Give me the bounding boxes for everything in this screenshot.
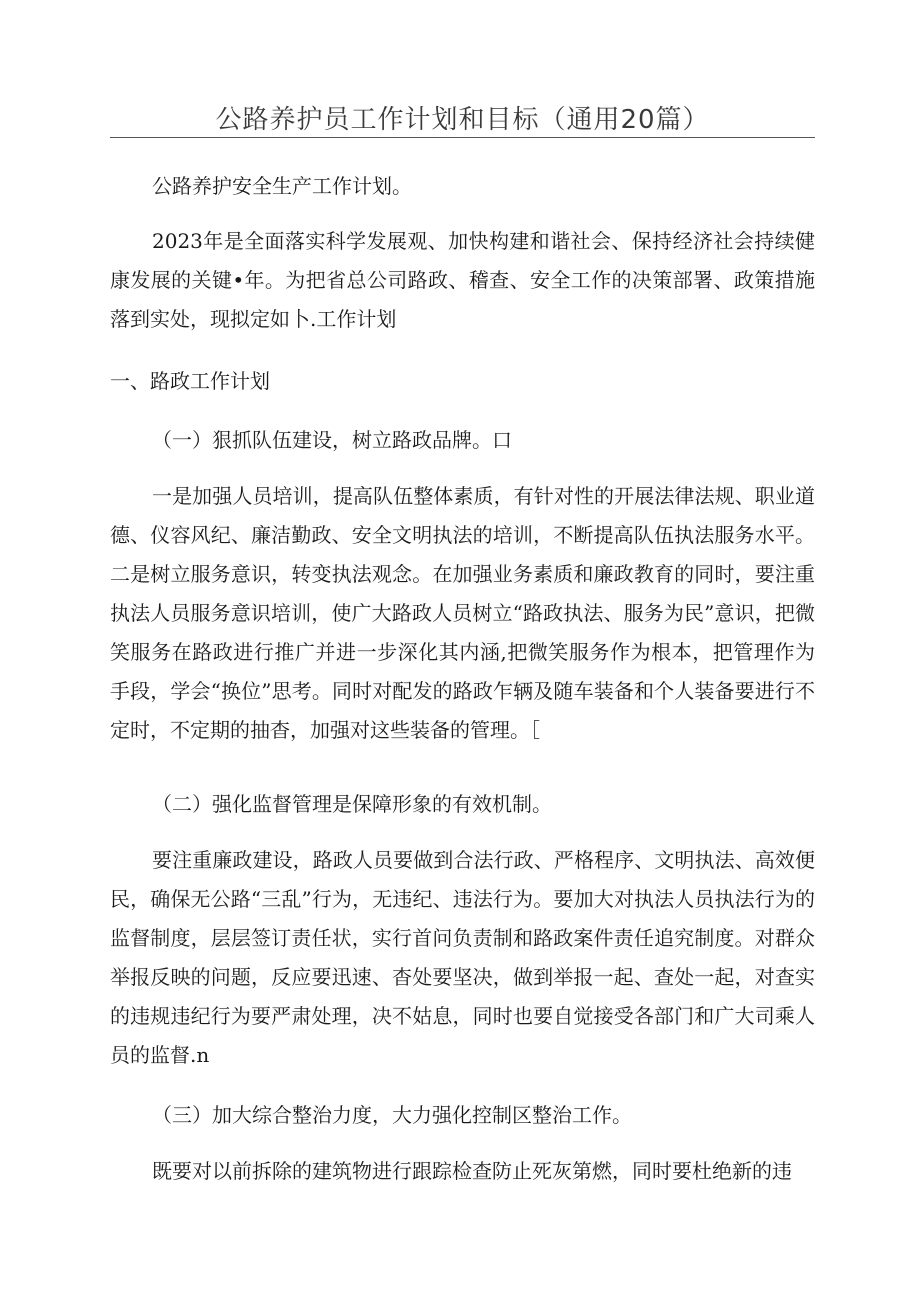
section-heading-1-text: 一、路政工作计划 [110,369,270,393]
paragraph-year [110,222,815,339]
paragraph-3-text: 既要对以前拆除的建筑物进行跟踪检查防止死灰第燃，同时要杜绝新的违 [152,1159,792,1183]
paragraph-1-text: 一是加强人员培训，提高队伍整体素质，有针对性的开展法律法规、职业道德、仪容风纪、廉洁勤政、安全文明执法的培训，不断提高队伍执法服务水平。二是树立服务意识，转变执法观念。在加强业务素质和廉政教育的同时，要注重执法人员服务意识培训，使广大路政人员树立“路政执法、服务为民”意识，把微笑服务在路政进行推广并进一步深化其内涵,把微笑服务作为根本，把管理作为手段，学会“换位”思考。同时对配发的路政乍辆及随车装备和个人装备要进行不定时，不定期的抽杳，加强对这些装备的管理。［ [110,484,815,742]
subheading-1 [110,421,815,460]
subheading-2 [110,785,815,824]
subheading-3-text: （三）加大综合整治力度，大力强化控制区整治工作。 [152,1103,632,1127]
intro-line [110,167,815,206]
title-underline [110,137,815,138]
document-title: 公路养护员工作计划和目标（通用20篇） [215,105,710,135]
section-heading-1 [110,362,815,401]
subheading-3 [110,1096,815,1135]
subheading-1-text: （一）狠抓队伍建设，树立路政品牌。口 [152,428,512,452]
subheading-2-text: （二）强化监督管理是保障形象的有效机制。 [152,792,552,816]
paragraph-3 [110,1152,815,1191]
paragraph-1 [110,477,815,750]
intro-text: 公路养护安全生产工作计划。 [152,174,412,198]
paragraph-2-text: 要注重廉政建设，路政人员要做到合法行政、严格程序、文明执法、高效便民，确保无公路“三乱”行为，无违纪、违法行为。要加大对执法人员执法行为的监督制度，层层签订责任状，实行首问负责制和路政案件责任追究制度。对群众举报反映的问题，反应要迅速、杳处要坚决，做到举报一起、查处一起，对查实的违规违纪行为要严肃处理，决不姑息，同时也要自觉接受各部门和广大司乘人员的监督.n [110,848,815,1067]
paragraph-2 [110,841,815,1075]
paragraph-year-text: 2023年是全面落实科学发展观、加快构建和谐社会、保持经济社会持续健康发展的关键•年。为把省总公司路政、稽查、安全工作的决策部署、政策措施落到实处，现拟定如卜.工作计划 [110,229,815,331]
